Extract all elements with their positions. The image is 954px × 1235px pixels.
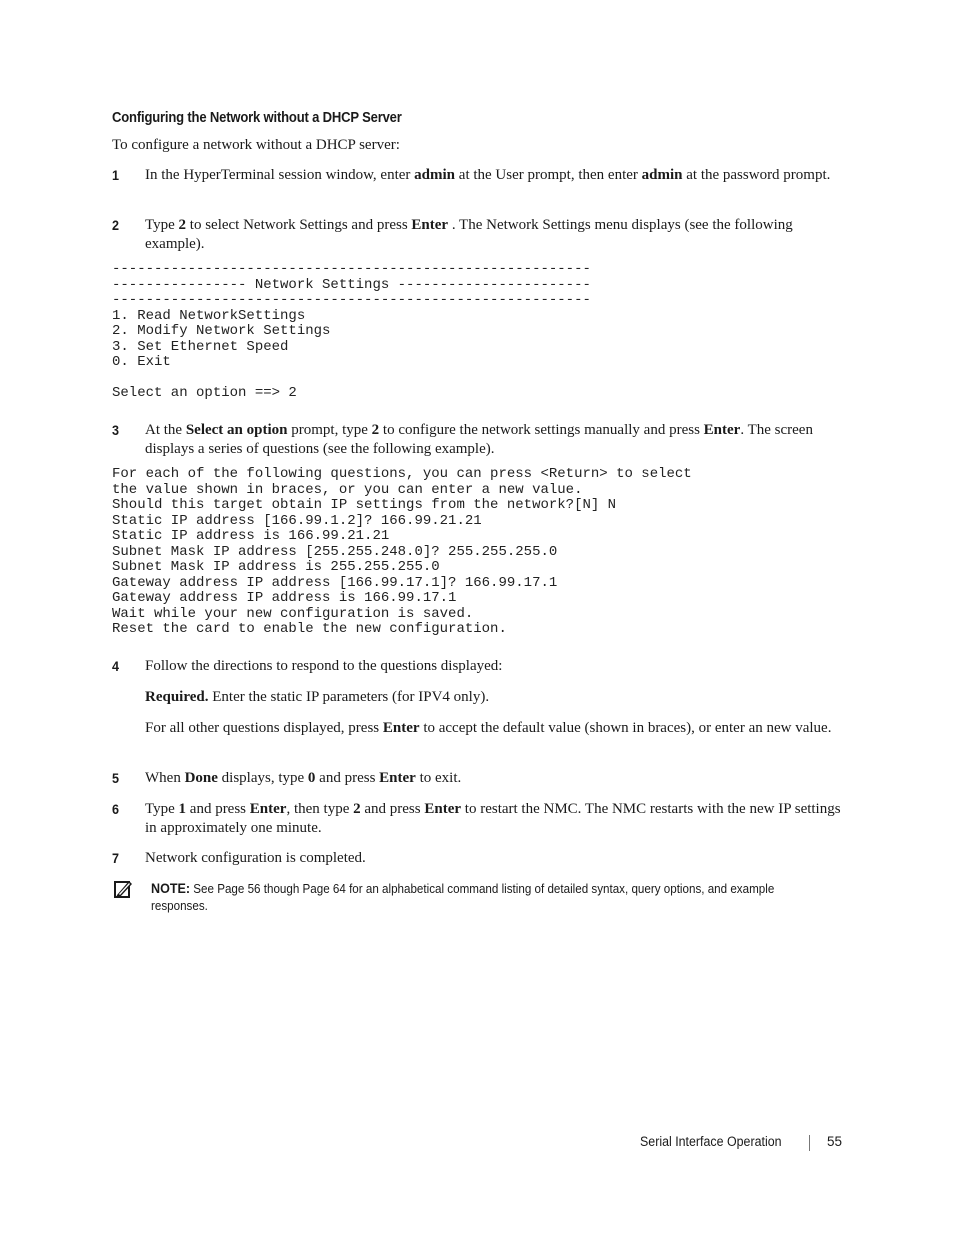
text-run: In the HyperTerminal session window, enter xyxy=(145,167,415,183)
bold-term: admin xyxy=(641,167,683,183)
bold-term: 0 xyxy=(307,770,316,786)
text-run: prompt, type xyxy=(287,422,372,438)
text-run: to select Network Settings and press xyxy=(186,217,412,233)
text-run: at the User prompt, then enter xyxy=(455,167,642,183)
required-paragraph xyxy=(145,688,842,707)
step-number: 4 xyxy=(112,658,120,674)
page-number: 55 xyxy=(827,1134,843,1149)
text-run: at the password prompt. xyxy=(682,167,831,183)
required-label: Required. xyxy=(145,689,209,705)
intro-text: To configure a network without a DHCP server: xyxy=(112,137,400,153)
network-questions-code: For each of the following questions, you can press <Return> to select the value shown in braces, or you can enter a new value. Should this target obtain IP settings from the network?[N] N Static IP address [166.99.1.2]? 166.99.21.21 Static IP address is 166.99.21.21 Subnet Mask IP address [255.255.248.0]? 255.255.255.0 Subnet Mask IP address is 255.255.255.0 Gateway address IP address [166.99.17.1]? 166.99.17.1 Gateway address IP address is 166.99.17.1 Wait while your new configuration is saved. Reset the card to enable the new configuration. xyxy=(112,466,692,637)
text-run: and press xyxy=(315,770,380,786)
pencil-note-icon xyxy=(112,878,134,900)
bold-term: Enter xyxy=(379,770,416,786)
step-7 xyxy=(112,849,842,868)
bold-term: 1 xyxy=(178,801,187,817)
step-text xyxy=(145,166,842,185)
step-3 xyxy=(112,421,842,458)
note-text: See Page 56 though Page 64 for an alphabetical command listing of detailed syntax, query options, and example responses. xyxy=(151,882,775,913)
text-run: Type xyxy=(145,801,179,817)
step-4 xyxy=(112,657,842,676)
text-run: displays, type xyxy=(217,770,308,786)
step-text xyxy=(145,421,842,458)
step-text xyxy=(145,216,842,253)
bold-term: Done xyxy=(184,770,218,786)
network-settings-menu-code: --------------------------------------------------------- ---------------- Network Settings ----------------------- --------------------------------------------------------- 1. Read NetworkSettings 2. Modify Network Settings 3. Set Ethernet Speed 0. Exit Select an option ==> 2 xyxy=(112,261,591,401)
step-text: Follow the directions to respond to the questions displayed: xyxy=(145,658,503,674)
text-run: When xyxy=(145,770,185,786)
section-heading: Configuring the Network without a DHCP Server xyxy=(112,110,402,126)
text-run: Type xyxy=(145,217,179,233)
step-2 xyxy=(112,216,842,253)
step-number: 2 xyxy=(112,217,120,233)
text-run: Enter the static IP parameters (for IPV4 only). xyxy=(208,689,490,705)
text-run: to configure the network settings manually and press xyxy=(379,422,704,438)
step-text: Network configuration is completed. xyxy=(145,850,366,866)
step-number: 7 xyxy=(112,850,120,866)
bold-term: 2 xyxy=(353,801,361,817)
text-run: and press xyxy=(360,801,425,817)
step-number: 3 xyxy=(112,422,120,438)
text-run: to restart the NMC. The NMC restarts with the new IP settings in approximately one minute. xyxy=(145,801,841,836)
note-box xyxy=(151,880,793,915)
text-run: and press xyxy=(186,801,250,817)
step-text xyxy=(145,800,842,837)
step-1 xyxy=(112,166,842,185)
step-number: 1 xyxy=(112,167,120,183)
footer-section-title: Serial Interface Operation xyxy=(640,1134,782,1149)
text-run: to accept the default value (shown in braces), or enter an new value. xyxy=(419,720,832,736)
bold-term: Enter xyxy=(703,422,741,438)
note-label: NOTE: xyxy=(151,881,191,896)
text-run: . The screen displays a series of questions (see the following example). xyxy=(145,422,813,457)
bold-term: 2 xyxy=(178,217,187,233)
bold-term: Enter xyxy=(382,720,420,736)
step-text xyxy=(145,769,842,788)
other-questions-paragraph xyxy=(145,719,842,738)
text-run: . The Network Settings menu displays (see the following example). xyxy=(145,217,793,252)
text-run: , then type xyxy=(286,801,354,817)
text-run: to exit. xyxy=(415,770,462,786)
bold-term: 2 xyxy=(371,422,380,438)
bold-term: admin xyxy=(414,167,456,183)
bold-term: Select an option xyxy=(185,422,288,438)
step-6 xyxy=(112,800,842,837)
text-run: At the xyxy=(145,422,186,438)
text-run: For all other questions displayed, press xyxy=(145,720,383,736)
bold-term: Enter xyxy=(249,801,287,817)
footer-divider xyxy=(809,1135,810,1151)
bold-term: Enter xyxy=(424,801,462,817)
step-number: 5 xyxy=(112,770,120,786)
step-5 xyxy=(112,769,842,788)
step-number: 6 xyxy=(112,801,120,817)
bold-term: Enter xyxy=(411,217,449,233)
